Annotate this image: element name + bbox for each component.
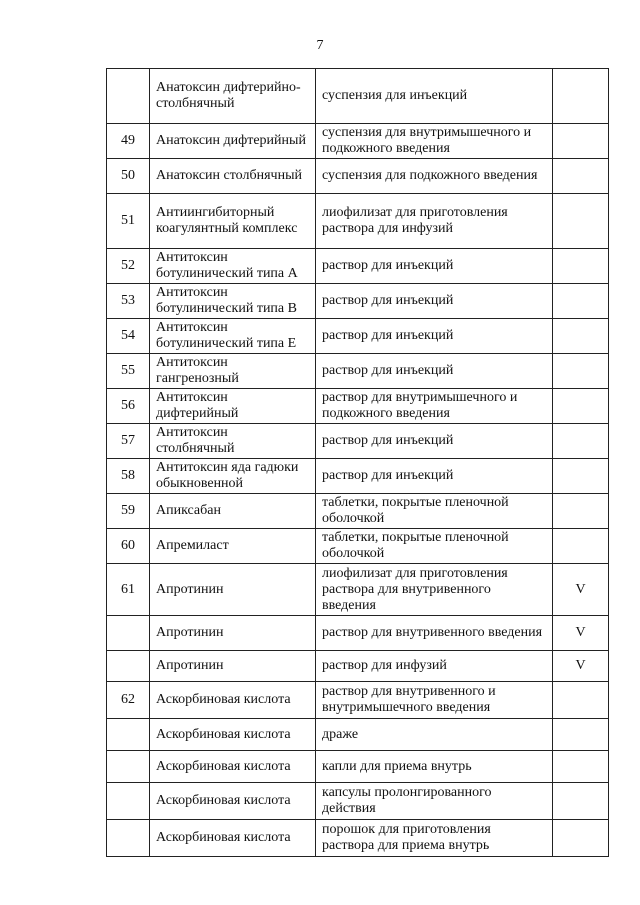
row-number — [107, 719, 150, 751]
dosage-form: суспензия для внутримышечного и подкожного введения — [316, 124, 553, 159]
mark-cell — [553, 69, 609, 124]
dosage-form: раствор для инъекций — [316, 354, 553, 389]
mark-cell — [553, 459, 609, 494]
mark-cell — [553, 319, 609, 354]
drug-name: Апротинин — [150, 564, 316, 616]
dosage-form: капсулы пролонгированного действия — [316, 783, 553, 820]
table-row — [107, 159, 609, 194]
table-row — [107, 783, 609, 820]
dosage-form: таблетки, покрытые пленочной оболочкой — [316, 494, 553, 529]
mark-cell — [553, 494, 609, 529]
mark-cell — [553, 284, 609, 319]
dosage-form: раствор для внутривенного и внутримышечного введения — [316, 682, 553, 719]
table-row — [107, 820, 609, 857]
mark-cell — [553, 389, 609, 424]
row-number: 61 — [107, 564, 150, 616]
drug-name: Аскорбиновая кислота — [150, 719, 316, 751]
mark-cell — [553, 124, 609, 159]
table-row — [107, 651, 609, 682]
dosage-form: драже — [316, 719, 553, 751]
mark-cell — [553, 424, 609, 459]
dosage-form: лиофилизат для приготовления раствора для инфузий — [316, 194, 553, 249]
drug-name: Апротинин — [150, 651, 316, 682]
dosage-form: суспензия для инъекций — [316, 69, 553, 124]
row-number: 60 — [107, 529, 150, 564]
drug-table — [106, 68, 609, 857]
drug-name: Антитоксин яда гадюки обыкновенной — [150, 459, 316, 494]
row-number — [107, 820, 150, 857]
dosage-form: капли для приема внутрь — [316, 751, 553, 783]
table-row — [107, 194, 609, 249]
dosage-form: раствор для инъекций — [316, 459, 553, 494]
dosage-form: раствор для инъекций — [316, 284, 553, 319]
drug-name: Аскорбиновая кислота — [150, 783, 316, 820]
drug-name: Анатоксин столбнячный — [150, 159, 316, 194]
table-row — [107, 459, 609, 494]
table-row — [107, 564, 609, 616]
table-row — [107, 319, 609, 354]
page-number: 7 — [316, 38, 324, 53]
drug-name: Апиксабан — [150, 494, 316, 529]
row-number: 57 — [107, 424, 150, 459]
drug-name: Антитоксин ботулинический типа В — [150, 284, 316, 319]
row-number — [107, 69, 150, 124]
row-number: 56 — [107, 389, 150, 424]
drug-name: Антитоксин дифтерийный — [150, 389, 316, 424]
row-number — [107, 651, 150, 682]
mark-cell — [553, 682, 609, 719]
row-number: 53 — [107, 284, 150, 319]
drug-name: Антитоксин ботулинический типа А — [150, 249, 316, 284]
mark-cell — [553, 354, 609, 389]
mark-cell — [553, 751, 609, 783]
dosage-form: раствор для инъекций — [316, 424, 553, 459]
dosage-form: раствор для внутривенного введения — [316, 616, 553, 651]
mark-cell — [553, 820, 609, 857]
mark-cell: V — [553, 564, 609, 616]
mark-cell: V — [553, 651, 609, 682]
dosage-form: таблетки, покрытые пленочной оболочкой — [316, 529, 553, 564]
table-row — [107, 751, 609, 783]
mark-cell — [553, 249, 609, 284]
dosage-form: раствор для инъекций — [316, 319, 553, 354]
row-number: 51 — [107, 194, 150, 249]
drug-name: Антитоксин ботулинический типа Е — [150, 319, 316, 354]
dosage-form: порошок для приготовления раствора для приема внутрь — [316, 820, 553, 857]
table-row — [107, 69, 609, 124]
drug-name: Апротинин — [150, 616, 316, 651]
mark-cell — [553, 719, 609, 751]
table-row — [107, 249, 609, 284]
row-number — [107, 783, 150, 820]
row-number: 52 — [107, 249, 150, 284]
dosage-form: раствор для инъекций — [316, 249, 553, 284]
row-number: 49 — [107, 124, 150, 159]
drug-name: Аскорбиновая кислота — [150, 682, 316, 719]
mark-cell — [553, 783, 609, 820]
row-number: 62 — [107, 682, 150, 719]
table-row — [107, 719, 609, 751]
row-number: 55 — [107, 354, 150, 389]
table-row — [107, 616, 609, 651]
drug-name: Аскорбиновая кислота — [150, 820, 316, 857]
table-row — [107, 354, 609, 389]
dosage-form: раствор для внутримышечного и подкожного введения — [316, 389, 553, 424]
table-row — [107, 284, 609, 319]
row-number — [107, 616, 150, 651]
dosage-form: раствор для инфузий — [316, 651, 553, 682]
drug-name: Анатоксин дифтерийный — [150, 124, 316, 159]
row-number: 59 — [107, 494, 150, 529]
row-number: 58 — [107, 459, 150, 494]
drug-name: Антитоксин гангренозный — [150, 354, 316, 389]
mark-cell — [553, 529, 609, 564]
drug-name: Анатоксин дифтерийно-столбнячный — [150, 69, 316, 124]
table-row — [107, 529, 609, 564]
drug-name: Аскорбиновая кислота — [150, 751, 316, 783]
row-number: 50 — [107, 159, 150, 194]
mark-cell — [553, 194, 609, 249]
dosage-form: лиофилизат для приготовления раствора для внутривенного введения — [316, 564, 553, 616]
table-row — [107, 494, 609, 529]
table-row — [107, 124, 609, 159]
mark-cell: V — [553, 616, 609, 651]
table-row — [107, 682, 609, 719]
mark-cell — [553, 159, 609, 194]
row-number — [107, 751, 150, 783]
table-row — [107, 424, 609, 459]
row-number: 54 — [107, 319, 150, 354]
drug-name: Антиингибиторный коагулянтный комплекс — [150, 194, 316, 249]
dosage-form: суспензия для подкожного введения — [316, 159, 553, 194]
table-row — [107, 389, 609, 424]
drug-name: Апремиласт — [150, 529, 316, 564]
drug-name: Антитоксин столбнячный — [150, 424, 316, 459]
